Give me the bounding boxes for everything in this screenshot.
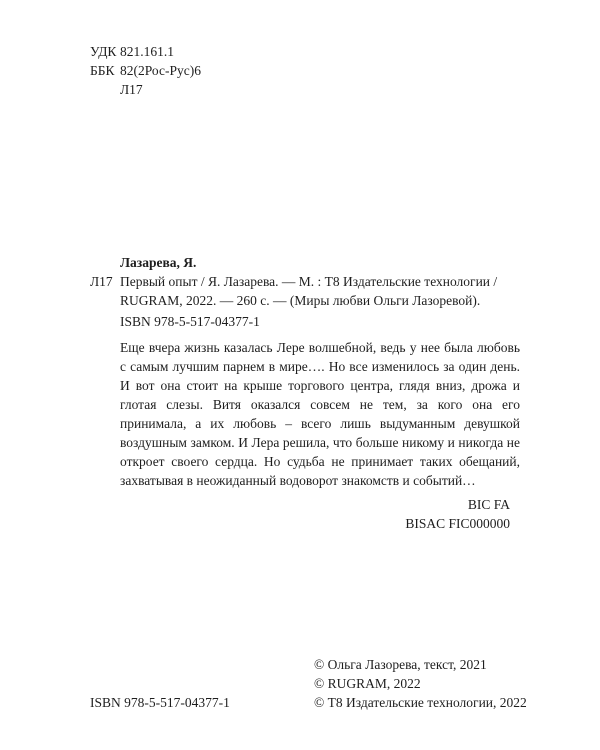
isbn-top: ISBN 978-5-517-04377-1 [120,314,260,329]
subject-codes [405,495,510,533]
udk-label: УДК [90,44,117,59]
bic-code: BIC FA [467,497,510,512]
bbk-row [90,61,201,80]
entry-author: Лазарева, Я. [120,255,197,270]
copyright-line-1: © Ольга Лазорева, текст, 2021 [314,657,487,672]
bisac-code: BISAC FIC000000 [405,516,510,531]
bibliographic-entry [120,253,520,310]
bbk-value: 82(2Рос-Рус)6 [120,63,201,78]
udk-value: 821.161.1 [120,44,174,59]
author-sign-top: Л17 [120,82,143,97]
author-sign-left: Л17 [90,274,113,289]
bbk-label: ББК [90,63,115,78]
entry-description-line2: RUGRAM, 2022. — 260 с. — (Миры любви Ольги Лазоревой). [120,293,481,308]
udk-row [90,42,201,61]
copyright-line-3: © Т8 Издательские технологии, 2022 [314,695,527,710]
annotation [120,338,520,490]
copyright-block [314,655,527,712]
isbn-bottom: ISBN 978-5-517-04377-1 [90,695,230,710]
classification-block [90,42,201,99]
entry-description [120,272,520,310]
copyright-line-2: © RUGRAM, 2022 [314,676,421,691]
entry-description-line1: Первый опыт / Я. Лазарева. — М. : Т8 Издательские технологии / [120,274,498,289]
annotation-text: Еще вчера жизнь казалась Лере волшебной, ведь у нее была любовь с самым лучшим парнем в мире…. Но все изменилось за один день. И вот она стоит на крыше торгового центра, глядя вниз, дрожа и глотая слезы. Витя оказался совсем не тем, за кого она его принимала, а их любовь – всего лишь выдуманным девушкой воздушным замком. И Лера решила, что больше никому и никогда не откроет своего сердца. Но судьба не принимает таких обещаний, захватывая в неожиданный водоворот знакомств и событий… [120,340,520,488]
